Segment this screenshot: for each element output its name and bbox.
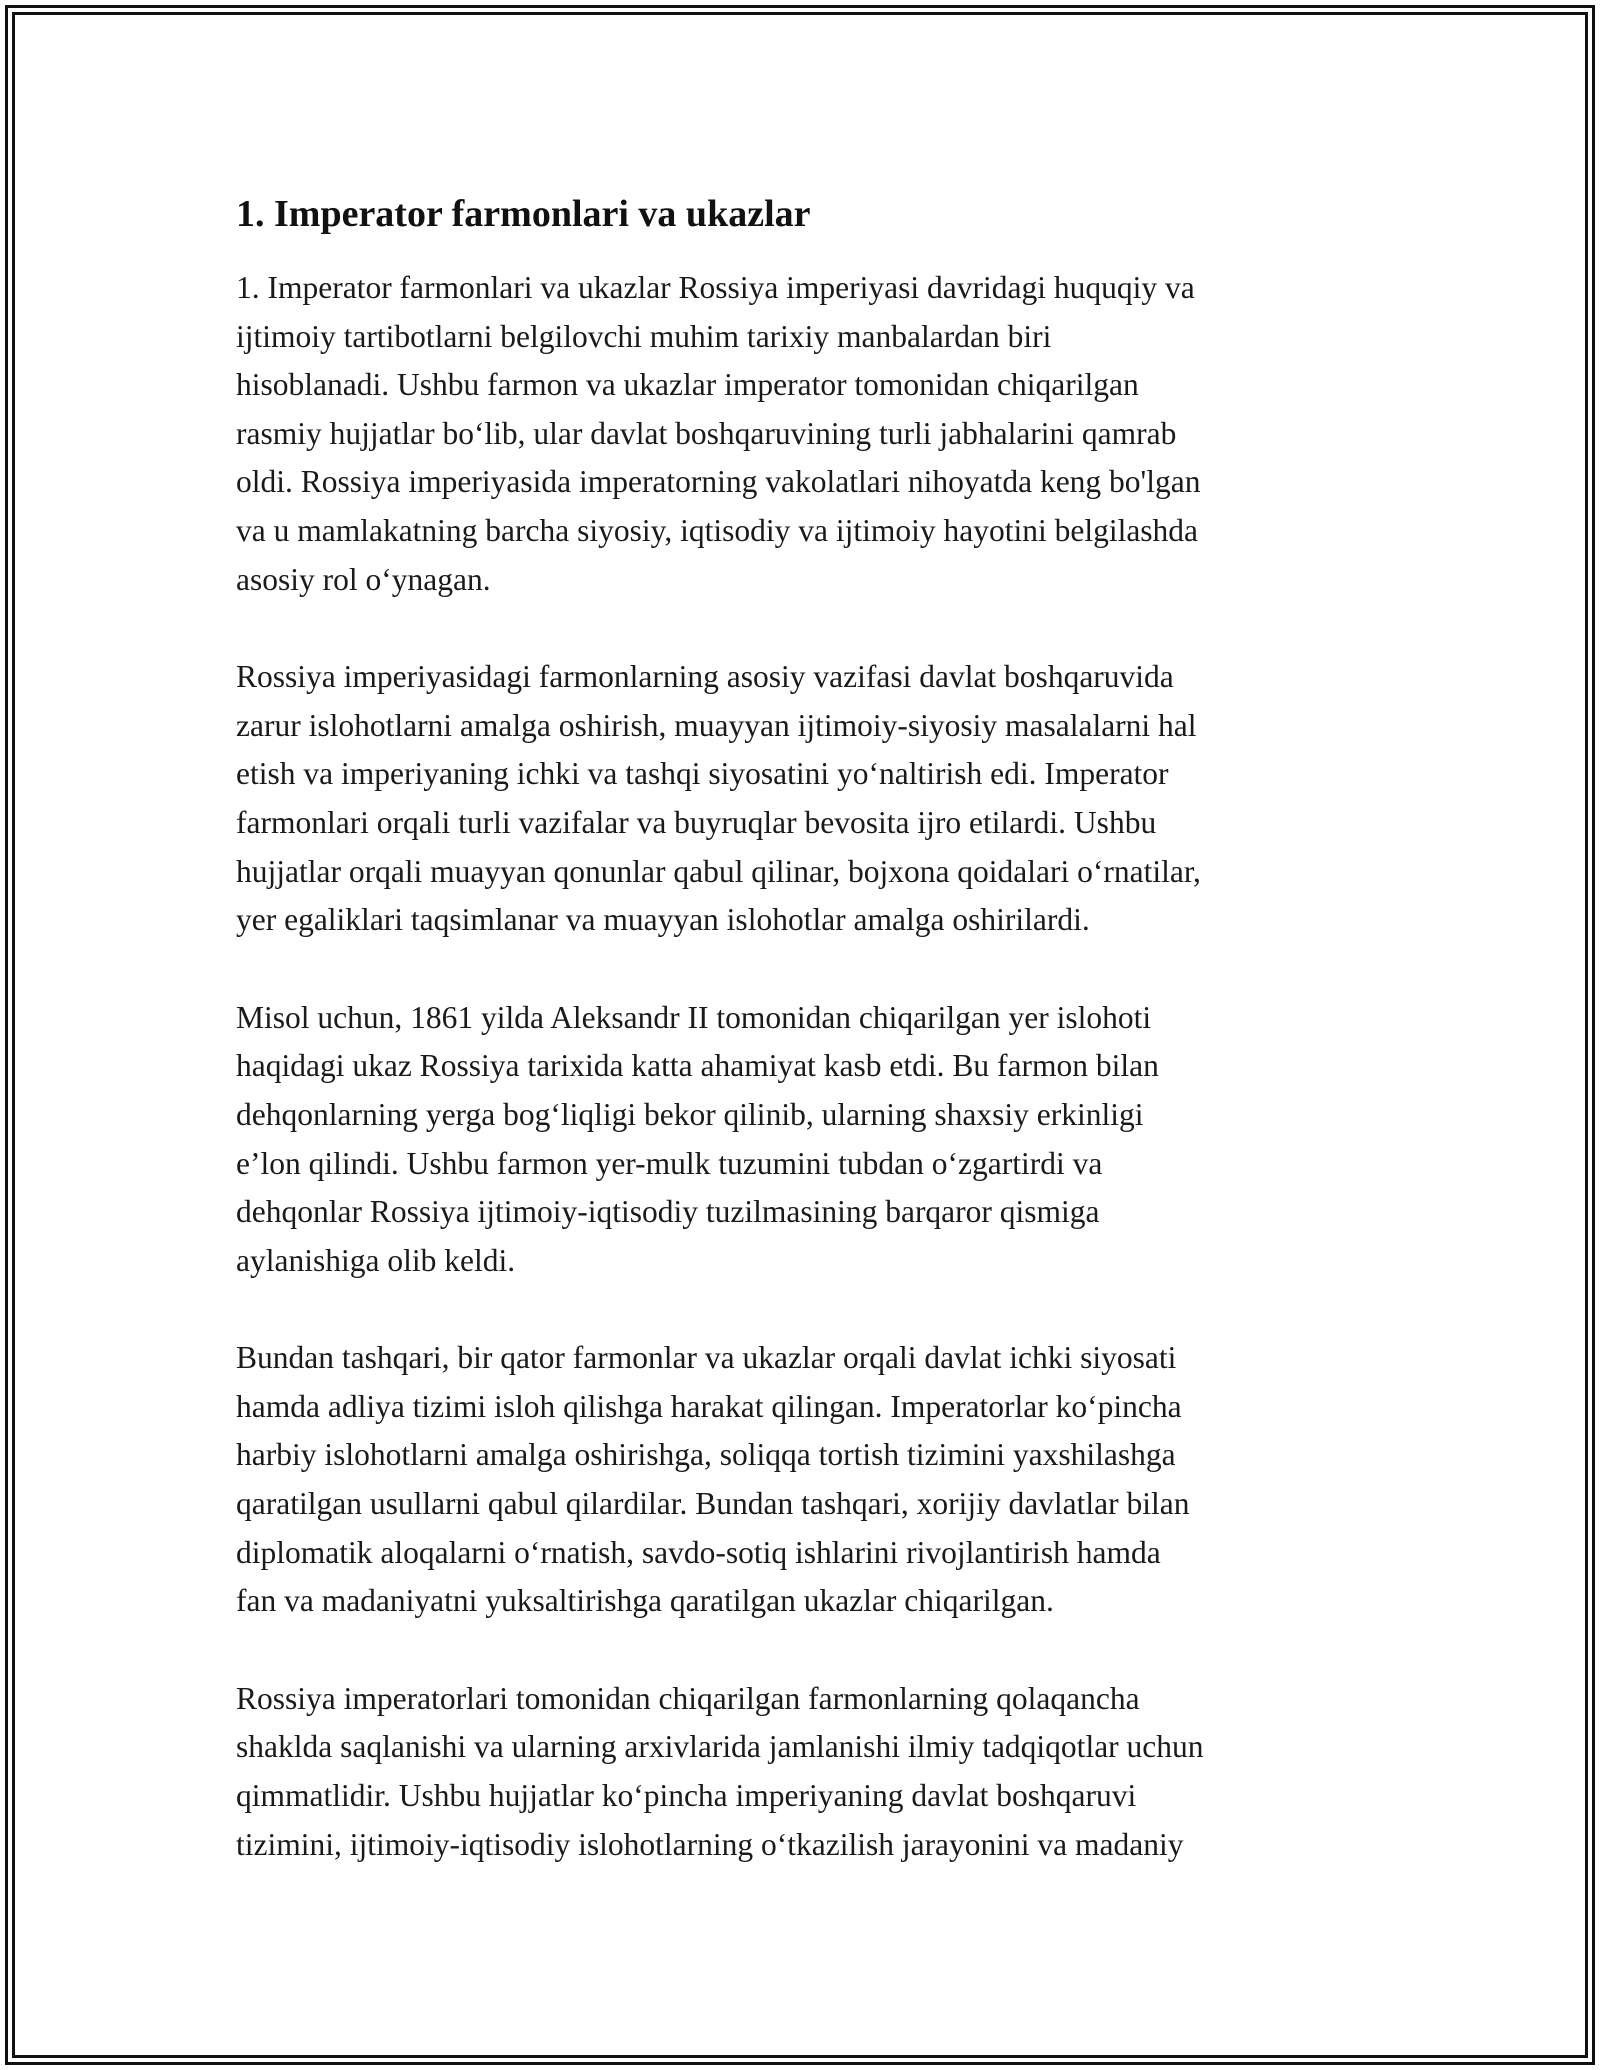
document-body <box>236 186 1376 1918</box>
paragraph-1: 1. Imperator farmonlari va ukazlar Rossiya imperiyasi davridagi huquqiy va ijtimoiy tartibotlarni belgilovchi muhim tarixiy manbalardan biri hisoblanadi. Ushbu farmon va ukazlar imperator tomonidan chiqarilgan rasmiy hujjatlar bo‘lib, ular davlat boshqaruvining turli jabhalarini qamrab oldi. Rossiya imperiyasida imperatorning vakolatlari nihoyatda keng bo'lgan va u mamlakatning barcha siyosiy, iqtisodiy va ijtimoiy hayotini belgilashda asosiy rol o‘ynagan. <box>236 270 1201 597</box>
paragraph-5: Rossiya imperatorlari tomonidan chiqarilgan farmonlarning qolaqancha shakldа saqlanishi va ularning arxivlarida jamlanishi ilmiy tadqiqotlar uchun qimmatlidir. Ushbu hujjatlar ko‘pincha imperiyaning davlat boshqaruvi tizimini, ijtimoiy-iqtisodiy islohotlarning o‘tkazilish jarayonini va madaniy <box>236 1680 1204 1862</box>
paragraph-2: Rossiya imperiyasidagi farmonlarning asosiy vazifasi davlat boshqaruvida zarur islohotlarni amalga oshirish, muayyan ijtimoiy-siyosiy masalalarni hal etish va imperiyaning ichki va tashqi siyosatini yo‘naltirish edi. Imperator farmonlari orqali turli vazifalar va buyruqlar bevosita ijro etilardi. Ushbu hujjatlar orqali muayyan qonunlar qabul qilinar, bojxona qoidalari o‘rnatilar, yer egaliklari taqsimlanar va muayyan islohotlar amalga oshirilardi. <box>236 659 1201 938</box>
paragraph-4: Bundan tashqari, bir qator farmonlar va ukazlar orqali davlat ichki siyosati hamda adliya tizimi isloh qilishga harakat qilingan. Imperatorlar ko‘pincha harbiy islohotlarni amalga oshirishga, soliqqa tortish tizimini yaxshilashga qaratilgan usullarni qabul qilardilar. Bundan tashqari, xorijiy davlatlar bilan diplomatik aloqalarni o‘rnatish, savdo-sotiq ishlarini rivojlantirish hamda fan va madaniyatni yuksaltirishga qaratilgan ukazlar chiqarilgan. <box>236 1340 1190 1619</box>
paragraph-3: Misol uchun, 1861 yilda Aleksandr II tomonidan chiqarilgan yer islohoti haqidagi ukaz Rossiya tarixida katta ahamiyat kasb etdi. Bu farmon bilan dehqonlarning yerga bog‘liqligi bekor qilinib, ularning shaxsiy erkinligi e’lon qilindi. Ushbu farmon yer-mulk tuzumini tubdan o‘zgartirdi va dehqonlar Rossiya ijtimoiy-iqtisodiy tuzilmasining barqaror qismiga aylanishiga olib keldi. <box>236 999 1159 1278</box>
section-heading: 1. Imperator farmonlari va ukazlar <box>236 193 811 235</box>
